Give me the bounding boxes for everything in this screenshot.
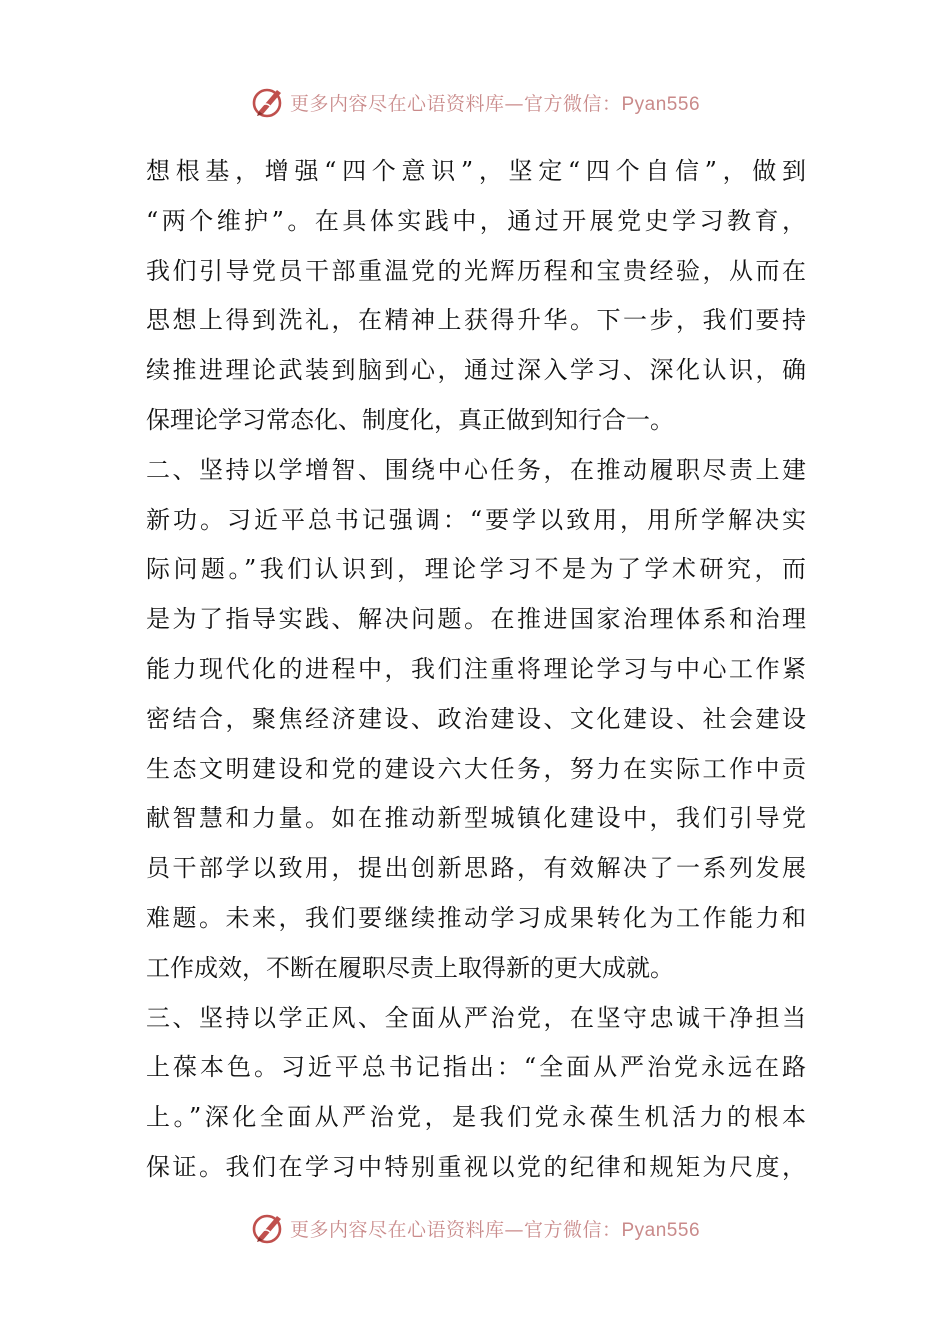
text-line: 三、坚持以学正风、全面从严治党，在坚守忠诚干净担当 (146, 1003, 806, 1032)
text-line: 际问题。”我们认识到，理论学习不是为了学术研究，而 (146, 555, 806, 584)
text-line: 密结合，聚焦经济建设、政治建设、文化建设、社会建设 (146, 704, 806, 733)
text-line: 续推进理论武装到脑到心，通过深入学习、深化认识，确 (146, 356, 806, 385)
banner-brand-text: 更多内容尽在心语资料库 (289, 92, 505, 115)
banner-text (290, 89, 700, 116)
text-line: 保理论学习常态化、制度化，真正做到知行合一。 (146, 405, 674, 434)
banner-separator: — (504, 1218, 524, 1241)
text-line: “两个维护”。在具体实践中，通过开展党史学习教育， (146, 206, 806, 235)
banner-content (250, 84, 700, 120)
document-body (146, 147, 806, 1193)
text-line: 是为了指导实践、解决问题。在推进国家治理体系和治理 (146, 605, 806, 634)
text-line: 保证。我们在学习中特别重视以党的纪律和规矩为尺度， (146, 1152, 806, 1181)
pen-logo-icon (250, 1210, 286, 1246)
banner-wechat-label: 官方微信： (523, 92, 622, 115)
text-line: 献智慧和力量。如在推动新型城镇化建设中，我们引导党 (146, 804, 806, 833)
text-line: 想根基，增强“四个意识”，坚定“四个自信”，做到 (146, 157, 806, 185)
text-line: 上。”深化全面从严治党，是我们党永葆生机活力的根本 (146, 1103, 806, 1132)
footer-banner (0, 1206, 950, 1250)
banner-wechat-label: 官方微信： (523, 1218, 622, 1241)
text-line: 工作成效，不断在履职尽责上取得新的更大成就。 (146, 953, 674, 982)
banner-content (250, 1210, 700, 1246)
pen-logo-icon (250, 84, 286, 120)
text-line: 上葆本色。习近平总书记指出：“全面从严治党永远在路 (146, 1053, 806, 1082)
banner-brand-text: 更多内容尽在心语资料库 (289, 1218, 505, 1241)
header-banner (0, 80, 950, 124)
text-line: 新功。习近平总书记强调：“要学以致用，用所学解决实 (146, 505, 806, 534)
text-line: 生态文明建设和党的建设六大任务，努力在实际工作中贡 (146, 754, 806, 783)
text-line: 我们引导党员干部重温党的光辉历程和宝贵经验，从而在 (146, 256, 806, 285)
text-line: 二、坚持以学增智、围绕中心任务，在推动履职尽责上建 (146, 455, 806, 484)
text-line: 员干部学以致用，提出创新思路，有效解决了一系列发展 (146, 854, 806, 883)
banner-text (290, 1215, 700, 1242)
text-line: 能力现代化的进程中，我们注重将理论学习与中心工作紧 (146, 654, 806, 683)
banner-wechat-id: Pyan556 (621, 1219, 701, 1241)
text-line: 思想上得到洗礼，在精神上获得升华。下一步，我们要持 (146, 306, 806, 335)
banner-wechat-id: Pyan556 (621, 93, 701, 115)
banner-separator: — (504, 92, 524, 115)
text-line: 难题。未来，我们要继续推动学习成果转化为工作能力和 (146, 903, 806, 932)
